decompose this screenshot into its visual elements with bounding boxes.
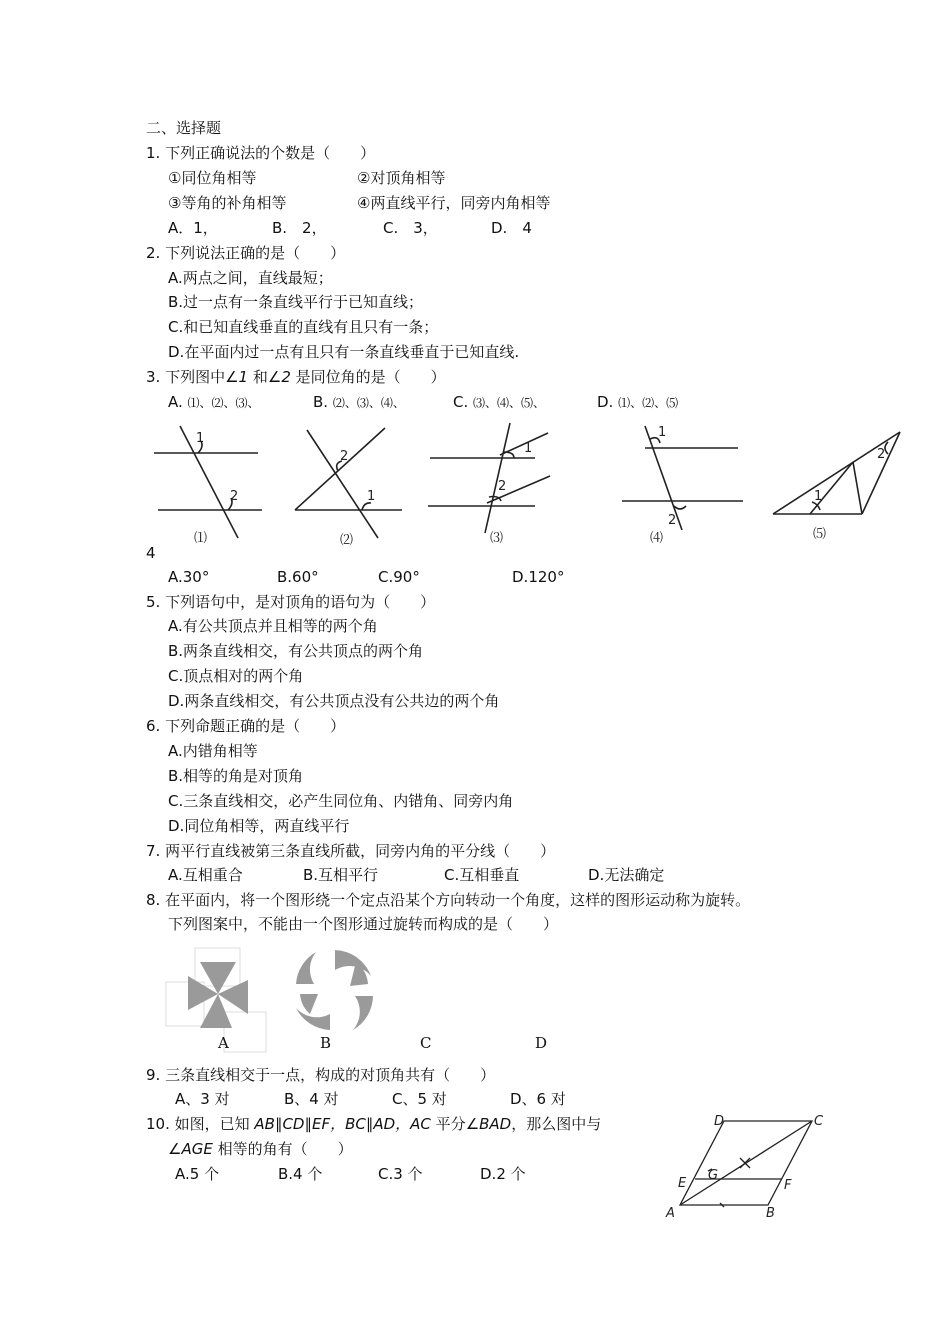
q9-option-b[interactable]: B、4 对 <box>284 1090 339 1108</box>
q2-stem: 2. 下列说法正确的是（ ） <box>146 244 346 262</box>
q2-option-a[interactable]: A.两点之间，直线最短； <box>168 269 333 287</box>
section-title: 二、选择题 <box>146 119 222 137</box>
q7-option-c[interactable]: C.互相垂直 <box>444 866 520 884</box>
fig4-label-1: 1 <box>658 425 667 440</box>
q9-option-c[interactable]: C、5 对 <box>392 1090 447 1108</box>
q7-option-a[interactable]: A.互相重合 <box>168 866 243 884</box>
q8-patterns <box>160 940 420 1060</box>
q4-option-a[interactable]: A.30° <box>168 568 210 586</box>
q1-stem: 1. 下列正确说法的个数是（ ） <box>146 144 376 162</box>
q10-option-d[interactable]: D.2 个 <box>480 1165 526 1183</box>
q10-option-b[interactable]: B.4 个 <box>278 1165 323 1183</box>
q10-point-d: D <box>714 1114 725 1129</box>
q8-label-b[interactable]: B <box>320 1034 332 1052</box>
q3-figure-4 <box>622 426 743 530</box>
q8-stem-line1: 8. 在平面内，将一个图形绕一个定点沿某个方向转动一个角度，这样的图形运动称为旋转。 <box>146 891 751 909</box>
q1-statement-3: ③等角的补角相等 <box>168 194 287 212</box>
q3-option-d[interactable]: D. ⑴、⑵、⑸ <box>597 393 679 411</box>
fig5-label-2: 2 <box>877 447 886 462</box>
q5-stem: 5. 下列语句中，是对顶角的语句为（ ） <box>146 593 436 611</box>
q6-option-d[interactable]: D.同位角相等，两直线平行 <box>168 817 350 835</box>
q4-option-c[interactable]: C.90° <box>378 568 420 586</box>
q1-option-b[interactable]: B. 2， <box>272 219 327 237</box>
fig4-label-2: 2 <box>668 513 677 528</box>
q4-option-d[interactable]: D.120° <box>512 568 565 586</box>
q2-option-b[interactable]: B.过一点有一条直线平行于已知直线； <box>168 293 424 311</box>
q1-option-c[interactable]: C. 3， <box>383 219 438 237</box>
fig5-label-1: 1 <box>814 489 823 504</box>
q10-point-a: A <box>666 1206 675 1221</box>
q8-pattern-swirl <box>296 950 373 1030</box>
q7-stem: 7. 两平行直线被第三条直线所截，同旁内角的平分线（ ） <box>146 842 556 860</box>
q3-figure-2 <box>295 428 402 538</box>
q10-stem-line2: ∠AGE 相等的角有（ ） <box>168 1140 353 1158</box>
fig1-label-2: 2 <box>230 489 239 504</box>
q3-stem: 3. 下列图中∠1 和∠2 是同位角的是（ ） <box>146 368 446 386</box>
q3-option-a[interactable]: A. ⑴、⑵、⑶、 <box>168 393 260 411</box>
fig3-label-1: 1 <box>524 441 533 456</box>
q10-option-a[interactable]: A.5 个 <box>175 1165 220 1183</box>
q4-option-b[interactable]: B.60° <box>277 568 319 586</box>
q1-statement-4: ④两直线平行，同旁内角相等 <box>357 194 551 212</box>
q4-number: 4 <box>146 544 156 562</box>
fig1-label-1: 1 <box>196 431 205 446</box>
q8-stem-line2: 下列图案中，不能由一个图形通过旋转而构成的是（ ） <box>168 915 559 933</box>
fig3-caption: ⑶ <box>490 531 504 546</box>
fig3-label-2: 2 <box>498 479 507 494</box>
q3-figure-1 <box>154 426 262 538</box>
q10-point-f: F <box>784 1178 792 1193</box>
q1-statement-2: ②对顶角相等 <box>357 169 446 187</box>
fig2-label-1: 1 <box>367 489 376 504</box>
q1-option-d[interactable]: D. 4 <box>491 219 532 237</box>
fig5-caption: ⑸ <box>813 527 827 542</box>
q8-label-d[interactable]: D <box>535 1034 548 1052</box>
q6-option-a[interactable]: A.内错角相等 <box>168 742 258 760</box>
q10-point-c: C <box>814 1114 824 1129</box>
q3-option-b[interactable]: B. ⑵、⑶、⑷、 <box>313 393 405 411</box>
q3-figures <box>140 418 920 550</box>
q7-option-b[interactable]: B.互相平行 <box>303 866 379 884</box>
q2-option-c[interactable]: C.和已知直线垂直的直线有且只有一条； <box>168 318 439 336</box>
q10-figure <box>660 1105 840 1223</box>
q10-option-c[interactable]: C.3 个 <box>378 1165 423 1183</box>
q6-option-c[interactable]: C.三条直线相交，必产生同位角、内错角、同旁内角 <box>168 792 514 810</box>
q10-stem-line1: 10. 如图，已知 AB∥CD∥EF，BC∥AD，AC 平分∠BAD，那么图中与 <box>146 1115 602 1133</box>
q3-figure-5 <box>773 432 900 514</box>
q6-stem: 6. 下列命题正确的是（ ） <box>146 717 346 735</box>
q8-pattern-pinwheel <box>188 962 248 1028</box>
q1-option-a[interactable]: A．1， <box>168 219 218 237</box>
q5-option-a[interactable]: A.有公共顶点并且相等的两个角 <box>168 617 378 635</box>
fig4-caption: ⑷ <box>650 531 664 546</box>
q10-point-b: B <box>766 1206 775 1221</box>
q5-option-b[interactable]: B.两条直线相交，有公共顶点的两个角 <box>168 642 424 660</box>
q3-figure-3 <box>428 423 550 533</box>
q5-option-d[interactable]: D.两条直线相交，有公共顶点没有公共边的两个角 <box>168 692 500 710</box>
q9-option-a[interactable]: A、3 对 <box>175 1090 230 1108</box>
q8-label-a[interactable]: A <box>218 1034 229 1052</box>
fig2-label-2: 2 <box>340 449 349 464</box>
q2-option-d[interactable]: D.在平面内过一点有且只有一条直线垂直于已知直线. <box>168 343 520 361</box>
fig1-caption: ⑴ <box>194 531 208 546</box>
q8-label-c[interactable]: C <box>420 1034 432 1052</box>
q5-option-c[interactable]: C.顶点相对的两个角 <box>168 667 304 685</box>
q9-option-d[interactable]: D、6 对 <box>510 1090 566 1108</box>
q10-point-g: G <box>708 1168 719 1183</box>
q7-option-d[interactable]: D.无法确定 <box>588 866 665 884</box>
q6-option-b[interactable]: B.相等的角是对顶角 <box>168 767 304 785</box>
q9-stem: 9. 三条直线相交于一点，构成的对顶角共有（ ） <box>146 1066 496 1084</box>
fig2-caption: ⑵ <box>340 533 354 548</box>
q1-statement-1: ①同位角相等 <box>168 169 257 187</box>
q3-option-c[interactable]: C. ⑶、⑷、⑸、 <box>453 393 546 411</box>
q10-point-e: E <box>678 1176 687 1191</box>
